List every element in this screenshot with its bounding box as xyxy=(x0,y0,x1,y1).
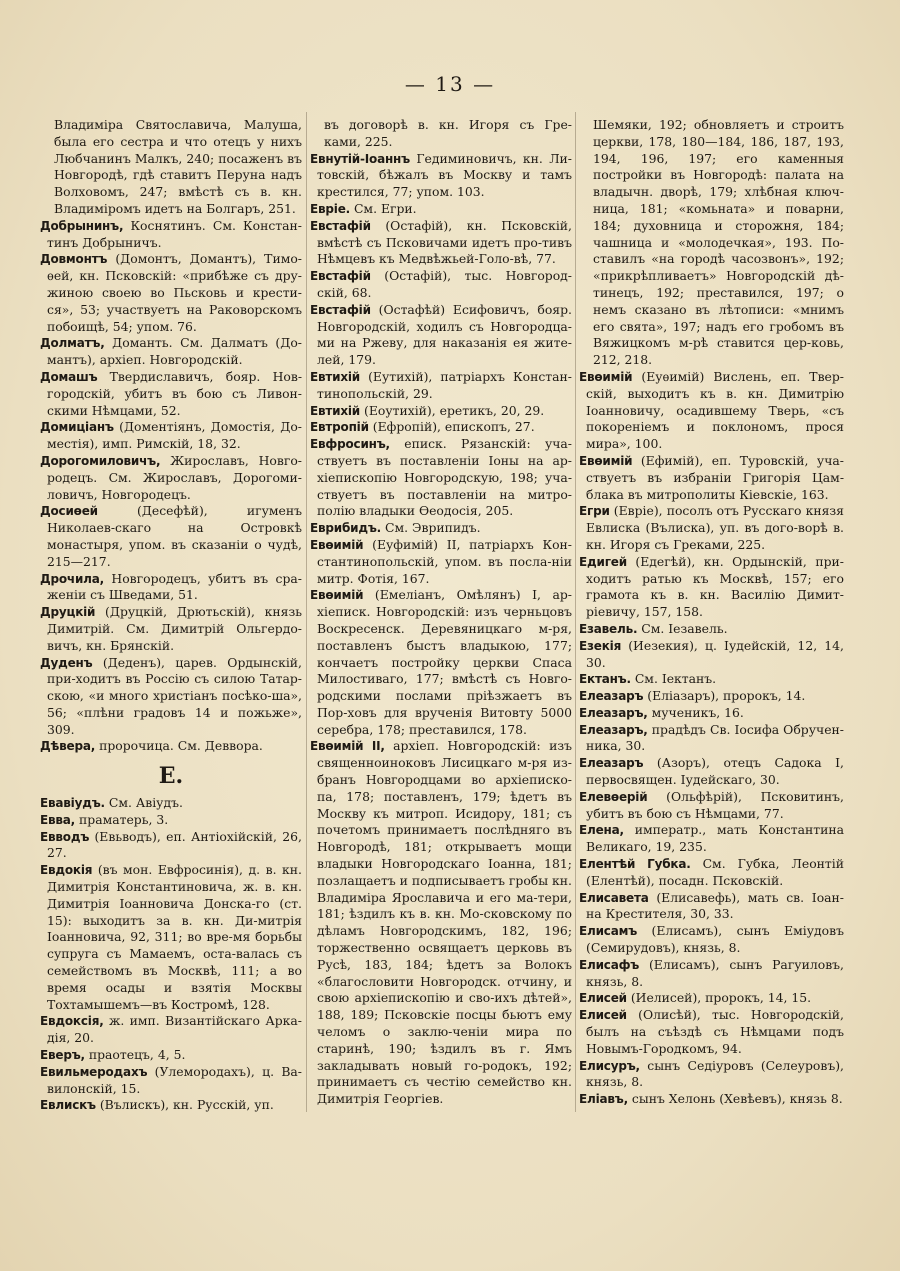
entry-headword: Елеазаръ xyxy=(579,756,644,771)
index-entry xyxy=(310,201,572,218)
entry-headword: Дуденъ xyxy=(40,655,93,670)
entry-text: Твердиславичъ, бояр. Нов-городскій, убитъ въ бою съ Ливон-скими Нѣмцами, 52. xyxy=(47,368,302,418)
entry-text: См. Губка, Леонтій (Елентѣй), посадн. Псковскій. xyxy=(586,856,844,888)
index-entry xyxy=(579,621,844,638)
entry-headword: Елеазаръ xyxy=(579,689,644,704)
entry-text: (Остафѣй) Есифовичъ, бояр. Новгородскій, ходилъ съ Новгородца-ми на Ржеву, для наказанія ея жите-лей, 179. xyxy=(317,301,572,368)
entry-headword: Еверъ, xyxy=(40,1048,85,1063)
entry-text: (Остафій), тыс. Новгород-скій, 68. xyxy=(317,268,572,300)
entry-headword: Долматъ, xyxy=(40,336,105,351)
index-entry xyxy=(579,755,844,789)
entry-headword: Езавель. xyxy=(579,621,638,636)
entry-text: См. Авіудъ. xyxy=(108,795,183,811)
index-entry xyxy=(40,1013,302,1047)
entry-text: (Ефимій), еп. Туровскій, уча-ствуетъ въ избраніи Григорія Цам-блака въ митрополиты Кіевскіе, 163. xyxy=(586,452,844,502)
continued-entry: Шемяки, 192; обновляетъ и строитъ церкви, 178, 180—184, 186, 187, 193, 194, 196, 197; его каменныя постройки въ Новгородѣ: палата на владычн. дворѣ, 179; хлѣбная ключ-ница, 181; «комьната» и поварни, 184; духовница и сторожня, 184; чашница и «молодечкая», 193. По-ставилъ «на городѣ часозвонъ», 192; «прикрѣпливаетъ» Новгородскій дѣ-тинецъ, 192; преставился, 197; о немъ сказано въ лѣтописи: «мнимъ его свята», 197; надъ его гробомъ въ Вяжицкомъ м-рѣ ставится цер-ковь, 212, 218. xyxy=(593,117,844,368)
index-entry xyxy=(40,218,302,252)
entry-headword: Евавіудъ. xyxy=(40,796,105,811)
index-entry xyxy=(40,251,302,335)
index-entry xyxy=(310,218,572,268)
entry-text: Коснятинъ. См. Констан-тинъ Добрыничъ. xyxy=(47,217,302,250)
entry-text: (Олисѣй), тыс. Новгородскій, былъ на съѣздѣ съ Нѣмцами подъ Новымъ-Городкомъ, 94. xyxy=(586,1007,844,1056)
index-entry xyxy=(40,655,302,739)
entry-text: (Остафій), кн. Псковскій, вмѣстѣ съ Псковичами идетъ про-тивъ Нѣмцевъ къ Медвѣжьей-Голо-вѣ, 77. xyxy=(317,217,572,267)
index-entry xyxy=(310,403,572,420)
entry-headword: Едигей xyxy=(579,554,627,569)
index-entry xyxy=(40,795,302,812)
entry-headword: Евнутій-Іоаннъ xyxy=(310,151,410,166)
index-entry xyxy=(40,571,302,605)
entry-headword: Евѳимій xyxy=(579,453,633,468)
entry-text: праматерь, 3. xyxy=(79,811,169,827)
entry-headword: Елисуръ, xyxy=(579,1058,640,1073)
entry-headword: Домашъ xyxy=(40,369,98,384)
index-entry xyxy=(579,705,844,722)
index-entry xyxy=(40,738,302,755)
continued-entry: Владиміра Святославича, Малуша, была его сестра и что отецъ у нихъ Любчанинъ Малкъ, 240; посаженъ въ Новгородѣ, гдѣ ставитъ Перуна надъ Волховомъ, 247; вмѣстѣ съ в. кн. Владиміромъ идетъ на Болгаръ, 251. xyxy=(54,117,302,216)
entry-headword: Дорогомиловичъ, xyxy=(40,453,161,468)
entry-text: (въ мон. Евфросинія), д. в. кн. Димитрія Константиновича, ж. в. кн. Димитрія Іоанновича Донска-го (ст. 15): выходитъ за в. кн. Ди-митрія Іоанновича, 92, 311; во вре-мя борьбы супруга съ Мамаемъ, оста-валась съ семействомъ въ Москвѣ, 111; а во время осады и взятія Москвы Тохтамышемъ—въ Костромѣ, 128. xyxy=(47,862,302,1012)
entry-text: ж. имп. Византійскаго Арка-дія, 20. xyxy=(47,1013,302,1046)
entry-headword: Досиѳей xyxy=(40,504,98,519)
section-letter: Е. xyxy=(158,763,184,790)
index-entry xyxy=(310,369,572,403)
entry-headword: Евдокія xyxy=(40,863,93,878)
index-entry xyxy=(310,302,572,369)
entry-headword: Езекія xyxy=(579,638,622,653)
index-entry xyxy=(579,822,844,856)
column-divider xyxy=(575,112,576,1112)
entry-text: Новгородецъ, убитъ въ сра-женіи съ Шведами, 51. xyxy=(47,570,302,603)
index-entry xyxy=(40,829,302,863)
index-entry xyxy=(579,554,844,621)
entry-text: Доманть. См. Далматъ (До-мантъ), архіеп. Новгородскій. xyxy=(47,335,302,368)
entry-text: См. Егри. xyxy=(353,200,417,216)
entry-text: (Ефропій), епископъ, 27. xyxy=(372,419,535,435)
index-entry xyxy=(310,151,572,201)
entry-headword: Евва, xyxy=(40,812,76,827)
column-middle xyxy=(310,117,572,1108)
entry-headword: Евстафій xyxy=(310,218,371,233)
entry-text: (Ольфѣрій), Псковитинъ, убитъ въ бою съ Нѣмцами, 77. xyxy=(586,788,844,821)
index-entry xyxy=(579,923,844,957)
entry-text: (Еоутихій), еретикъ, 20, 29. xyxy=(363,402,545,418)
entry-text: (Еутихій), патріархъ Констан-тинопольскій, 29. xyxy=(317,368,572,401)
entry-headword: Елисей xyxy=(579,1008,627,1023)
page-number: — 13 — xyxy=(404,72,496,96)
entry-headword: Елеазаръ, xyxy=(579,722,648,737)
column-right xyxy=(579,117,844,1108)
entry-text: (Еуфимій) II, патріархъ Кон-стантинопольскій, упом. въ посла-ніи митр. Фотія, 167. xyxy=(317,536,572,586)
entry-text: сынъ Хелонь (Хевѣевъ), князь 8. xyxy=(631,1091,843,1107)
index-entry xyxy=(579,671,844,688)
entry-text: Жирославъ, Новго-родецъ. См. Жирославъ, Дорогоми-ловичъ, Новгородецъ. xyxy=(47,452,302,502)
continued-entry: въ договорѣ в. кн. Игоря съ Гре-ками, 225. xyxy=(324,117,572,149)
entry-headword: Елеазаръ, xyxy=(579,705,648,720)
entry-text: (Елисавефь), мать св. Іоан-на Крестителя, 30, 33. xyxy=(586,889,844,922)
column-left xyxy=(40,117,302,1114)
entry-text: (Евьводъ), еп. Антіохійскій, 26, 27. xyxy=(47,828,302,861)
index-entry xyxy=(310,268,572,302)
entry-text: (Евріе), посолъ отъ Русскаго князя Евлиска (Вълиска), уп. въ дого-ворѣ в. кн. Игоря съ Греками, 225. xyxy=(586,503,844,552)
index-entry xyxy=(310,587,572,738)
index-entry xyxy=(40,604,302,654)
entry-text: пророчица. См. Деввора. xyxy=(99,738,263,754)
entry-text: (Десефѣй), игуменъ Николаев-скаго на Островкѣ монастыря, упом. въ сказаніи о чудѣ, 215—217. xyxy=(47,503,302,569)
entry-text: (Елисамъ), сынъ Еміудовъ (Семирудовъ), князь, 8. xyxy=(586,923,844,956)
entry-headword: Евильмеродахъ xyxy=(40,1064,148,1079)
index-entry xyxy=(40,1064,302,1098)
entry-headword: Евдоксія, xyxy=(40,1014,104,1029)
index-entry xyxy=(40,419,302,453)
entry-headword: Евѳимій xyxy=(310,588,364,603)
entry-text: еписк. Рязанскій: уча-ствуетъ въ поставленіи Іоны на ар-хіепископію Новгородскую, 198; уча-ствуетъ въ поставленіи на митро-полію владыки Ѳеодосія, 205. xyxy=(317,436,572,519)
entry-headword: Добрынинъ, xyxy=(40,218,124,233)
entry-headword: Елена, xyxy=(579,823,624,838)
index-entry xyxy=(579,503,844,553)
index-entry xyxy=(579,1007,844,1057)
index-entry xyxy=(579,890,844,924)
entry-text: (Доментіянъ, Домостія, До-местія), имп. Римскій, 18, 32. xyxy=(47,419,302,452)
index-entry xyxy=(579,1091,844,1108)
entry-text: См. Іектанъ. xyxy=(634,671,717,687)
entry-headword: Евѳимій xyxy=(579,369,633,384)
index-entry xyxy=(40,812,302,829)
index-entry xyxy=(579,369,844,453)
entry-text: (Еліазаръ), пророкъ, 14. xyxy=(647,688,806,704)
entry-headword: Довмонтъ xyxy=(40,252,108,267)
entry-text: мученикъ, 16. xyxy=(651,704,744,720)
entry-text: императр., мать Константина Великаго, 19, 235. xyxy=(586,822,844,855)
entry-text: (Вълискъ), кн. Русскій, уп. xyxy=(99,1097,274,1113)
index-entry xyxy=(579,688,844,705)
index-entry xyxy=(579,789,844,823)
entry-text: (Азоръ), отецъ Садока I, первосвящен. Іудейскаго, 30. xyxy=(586,755,844,788)
index-entry xyxy=(310,537,572,587)
entry-headword: Еврибидъ. xyxy=(310,521,382,536)
entry-text: (Елисамъ), сынъ Рагуиловъ, князь, 8. xyxy=(586,956,844,989)
entry-text: См. Эврипидъ. xyxy=(385,520,481,536)
entry-headword: Дрочила, xyxy=(40,571,105,586)
entry-headword: Евѳимій xyxy=(310,537,364,552)
index-entry xyxy=(310,520,572,537)
index-entry xyxy=(40,503,302,570)
entry-headword: Евтропій xyxy=(310,420,369,435)
index-entry xyxy=(40,1097,302,1114)
index-entry xyxy=(310,738,572,1108)
index-entry xyxy=(40,369,302,419)
entry-text: прадѣдъ Св. Іосифа Обручен-ника, 30. xyxy=(586,721,844,754)
entry-headword: Евфросинъ, xyxy=(310,437,390,452)
entry-text: Гедиминовичъ, кн. Ли-товскій, бѣжалъ въ Москву и тамъ крестился, 77; упом. 103. xyxy=(317,150,572,200)
entry-text: архіеп. Новгородскій: изъ священноиноковъ Лисицкаго м-ря из-бранъ Новгородцами во архіеписко-па, 178; поставленъ, 179; ѣдетъ въ Москву къ митроп. Исидору, 181; съ почетомъ принимаетъ послѣдняго въ Новгородѣ, 181; открываетъ мощи владыки Новгородскаго Іоанна, 181; позлащаетъ и подписываетъ гробы кн. Владиміра Ярославича и его ма-тери, 181; ѣздилъ къ в. кн. Мо-сковскому по дѣламъ Новгородскимъ, 182, 196; торжественно освящаетъ церковь въ Русѣ, 183, 184; ѣдетъ за Волокъ «благословити Новгородск. отчину, и свою архіепископію и сво-ихъ дѣтей», 188, 189; Псковскіе посцы бьютъ ему челомъ о заклю-ченіи мира по старинѣ, 190; ѣздилъ въ г. Ямъ закладывать новый го-родокъ, 192; принимаетъ съ честію семейство кн. Димитрія Георгіев. xyxy=(317,738,572,1107)
index-entry xyxy=(310,436,572,520)
index-entry xyxy=(40,335,302,369)
index-entry xyxy=(579,957,844,991)
entry-text: (Едегѣй), кн. Ордынскій, при-ходитъ ратью къ Москвѣ, 157; его грамота къ в. кн. Василію Димит-ріевичу, 157, 158. xyxy=(586,553,844,620)
index-entry xyxy=(40,862,302,1013)
entry-text: (Емеліанъ, Омѣлянъ) I, ар-хіеписк. Новгородскій: изъ черньцовъ Воскресенск. Деревяницкаго м-ря, поставленъ быстъ владыкою, 177; кончаетъ постройку церкви Спаса Милостиваго, 177; вмѣстѣ съ Новго-родскими послами прiѣзжаетъ въ Пор-ховъ для врученія Витовту 5000 серебра, 178; преставился, 178. xyxy=(317,587,572,737)
entry-headword: Евтихій xyxy=(310,403,361,418)
entry-headword: Ектанъ. xyxy=(579,672,631,687)
index-entry xyxy=(40,1047,302,1064)
entry-headword: Еліавъ, xyxy=(579,1092,628,1107)
column-divider xyxy=(306,112,307,1112)
entry-headword: Елисавета xyxy=(579,890,649,905)
entry-headword: Евріе. xyxy=(310,201,350,216)
entry-headword: Елевѳерій xyxy=(579,789,648,804)
entry-headword: Елисафъ xyxy=(579,957,640,972)
index-entry xyxy=(579,722,844,756)
index-entry xyxy=(579,856,844,890)
entry-text: (Иезекия), ц. Іудейскій, 12, 14, 30. xyxy=(586,637,844,670)
index-entry xyxy=(579,990,844,1007)
entry-text: См. Іезавель. xyxy=(641,620,728,636)
entry-text: (Друцкій, Дрютьскій), князь Димитрій. См. Димитрій Ольгердо-вичъ, кн. Брянскій. xyxy=(47,604,302,653)
index-entry xyxy=(40,453,302,503)
entry-headword: Евводъ xyxy=(40,829,90,844)
index-entry xyxy=(310,419,572,436)
entry-text: (Иелисей), пророкъ, 14, 15. xyxy=(630,990,812,1006)
entry-headword: Егри xyxy=(579,504,610,519)
entry-text: сынъ Седіуровъ (Селеуровъ), князь, 8. xyxy=(586,1057,844,1090)
entry-headword: Евстафій xyxy=(310,302,371,317)
entry-headword: Евтихій xyxy=(310,369,361,384)
entry-headword: Друцкій xyxy=(40,605,96,620)
entry-headword: Елисей xyxy=(579,991,627,1006)
entry-headword: Елисамъ xyxy=(579,924,638,939)
entry-headword: Дѣвера, xyxy=(40,739,96,754)
index-entry xyxy=(579,638,844,672)
entry-text: (Деденъ), царев. Ордынскій, при-ходитъ въ Россію съ силою Татар-скою, «и много христіанъ посѣко-ша», 56; «плѣни градовъ 14 и пожьже», 309. xyxy=(47,654,302,737)
entry-text: (Улемородахъ), ц. Ва-вилонскій, 15. xyxy=(47,1063,302,1096)
entry-headword: Елентѣй Губка. xyxy=(579,857,691,872)
entry-headword: Евлискъ xyxy=(40,1098,96,1113)
index-entry xyxy=(579,1058,844,1092)
index-entry xyxy=(579,453,844,503)
entry-text: праотецъ, 4, 5. xyxy=(88,1047,186,1063)
entry-headword: Домиціанъ xyxy=(40,420,114,435)
entry-headword: Евѳимій II, xyxy=(310,739,385,754)
entry-headword: Евстафій xyxy=(310,269,371,284)
entry-text: (Еуѳимій) Вислень, еп. Твер-скій, выходитъ къ в. кн. Димитрію Іоанновичу, осадившему Тверь, «съ покореніемъ и поклономъ, прося мира», 100. xyxy=(586,368,844,452)
entry-text: (Домонтъ, Домантъ), Тимо-ѳей, кн. Псковскій: «прибѣже съ дру-жиною своею во Пьсковь и крести-ся», 53; участвуетъ на Раковорскомъ побоищѣ, 54; упом. 76. xyxy=(47,251,302,334)
